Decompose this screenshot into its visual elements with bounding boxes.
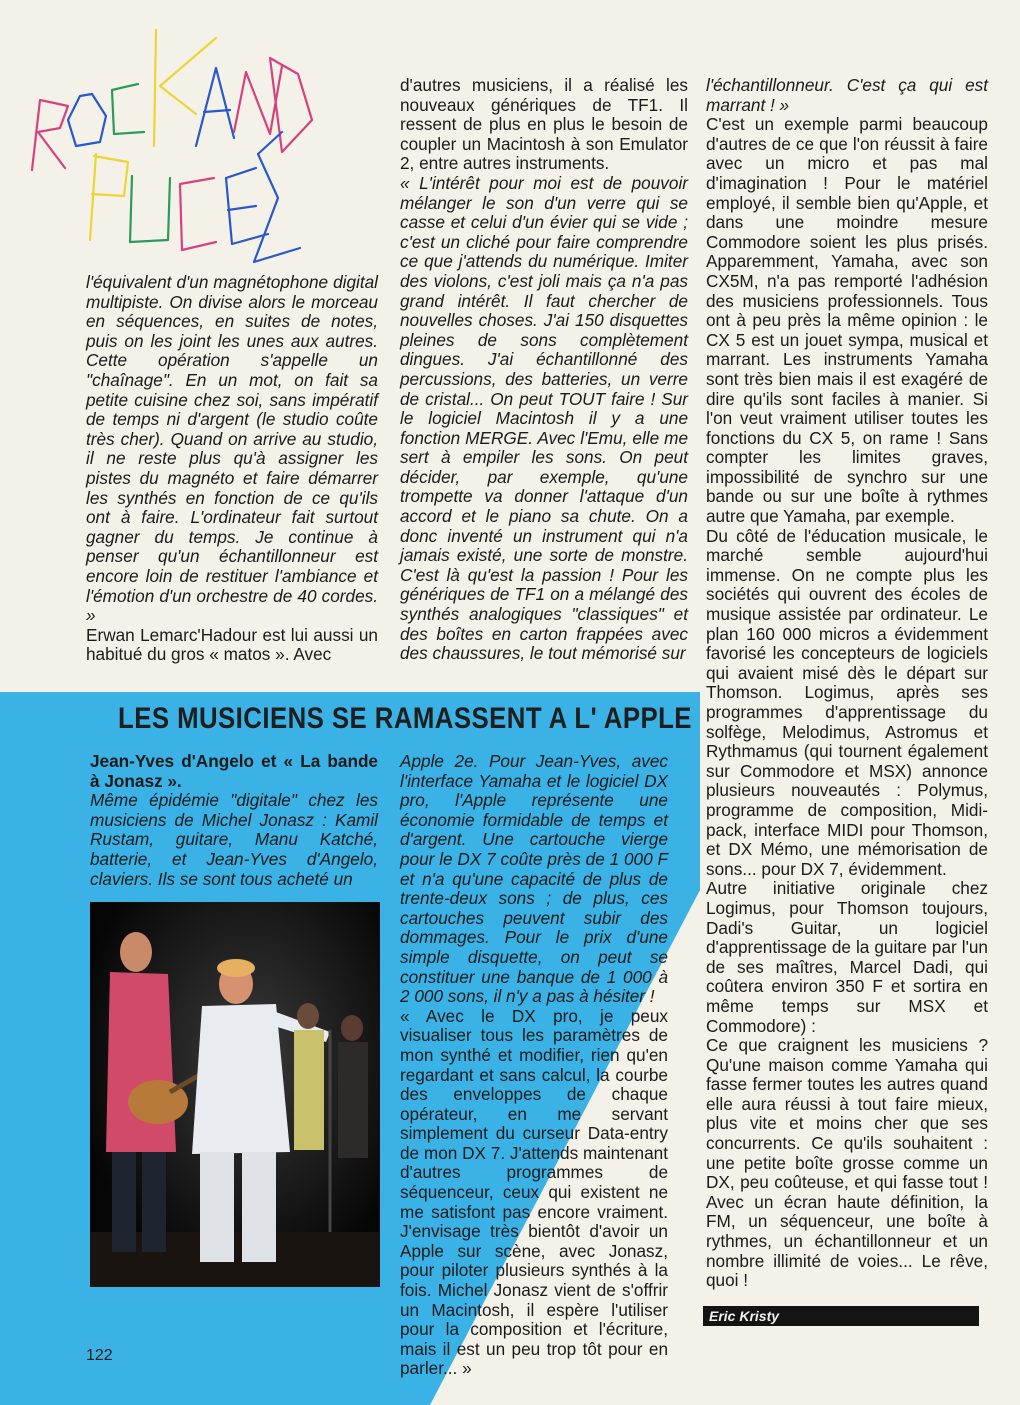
col2-paragraph-1: d'autres musiciens, il a réalisé les nouveaux génériques de TF1. Il ressent de plus en plus le besoin de coupler un Macintosh à son Emulator 2, entre autres instruments. — [400, 75, 688, 174]
column-5 — [400, 752, 668, 1379]
col1-paragraph-2: Erwan Lemarc'Hadour est lui aussi un habitué du gros « matos ». Avec — [86, 624, 378, 665]
concert-photo-graphic — [90, 902, 380, 1287]
rock-and-puces-logo — [20, 28, 320, 273]
column-1 — [86, 273, 378, 665]
col3-paragraph-5: Ce que craignent les musiciens ? Qu'une maison comme Yamaha qui fasse fermer toutes les autres quand elle aura réussi à tout faire mieux, plus vite et moins cher que ses concurrents. Ce qu'ils souhaitent : une petite boîte grosse comme un DX, peu coûteuse, et qui fasse tout ! Avec un écran haute définition, la FM, un séquenceur, une boîte à rythmes, un échantillonneur et un nombre illimité de voies... Le rêve, quoi ! — [706, 1035, 988, 1291]
col4-heading: Jean-Yves d'Angelo et « La bande à Jonasz ». — [90, 751, 378, 791]
col5-paragraph-1: Apple 2e. Pour Jean-Yves, avec l'interface Yamaha et le logiciel DX pro, l'Apple représente une économie formidable de temps et d'argent. Une cartouche vierge pour le DX 7 coûte près de 1 000 F et n'a qu'une capacité de plus de trente-deux sons ; de plus, ces cartouches peuvent subir des dommages. Pour le prix d'une simple disquette, on peut se constituer une banque de 1 000 à 2 000 sons, il n'y a pas à hésiter ! — [400, 751, 668, 1007]
col5-paragraph-2: « Avec le DX pro, je peux visualiser tous les paramètres de mon synthé et modifier, rien qu'en regardant et sans calcul, la courbe des enveloppes de chaque opérateur, en me servant simplement du curseur Data-entry de mon DX 7. J'attends maintenant d'autres programmes de séquenceur, ceux qui existent ne me satisfont pas encore vraiment. J'envisage très bientôt d'avoir un Apple sur scène, avec Jonasz, pour piloter plusieurs synthés à la fois. Michel Jonasz vient de s'offrir un Macintosh, il espère l'utiliser pour la composition et l'écriture, mais il est un peu trop tôt pour en parler... » — [400, 1005, 668, 1379]
col3-paragraph-3: Du côté de l'éducation musicale, le marché semble aujourd'hui immense. On ne compte plus les sociétés qui ouvrent des écoles de musique assistée par ordinateur. Le plan 160 000 micros a évidemment favorisé les concepteurs de logiciels qui avaient misé dès le départ sur Thomson. Logimus, après ses programmes d'apprentissage du solfège, Melodimus, Astromus et Rythmamus (qui tournent également sur Commodore et MSX) annonce plusieurs nouveautés : Polymus, programme de composition, Midi-pack, interface MIDI pour Thomson, et DX Mémo, une mémorisation de sons... pour DX 7, évidemment. — [706, 525, 988, 879]
col2-paragraph-2: « L'intérêt pour moi est de pouvoir mélanger le son d'un verre qui se casse et celui d'un évier qui se vide ; c'est un cliché pour faire comprendre ce que j'attends du numérique. Imiter des violons, c'est joli mais ça n'a pas grand intérêt. Il faut chercher de nouvelles choses. J'ai 150 disquettes pleines de sons complètement dingues. J'ai échantillonné des percussions, des batteries, un verre de cristal... On peut TOUT faire ! Sur le logiciel Macintosh il y a une fonction MERGE. Avec l'Emu, elle me sert à empiler les sons. On peut décider, par exemple, qu'une trompette va donner l'attaque d'un accord et le piano sa chute. On a donc inventé un instrument qui n'a jamais existé, une sorte de monstre. C'est là qu'est la passion ! Pour les génériques de TF1 on a mélangé des synthés analogiques "classiques" et des boîtes en carton frappées avec des chaussures, le tout mémorisé sur — [400, 172, 688, 664]
col3-paragraph-1: l'échantillonneur. C'est ça qui est marrant ! » — [706, 75, 988, 115]
col4-paragraph-1: Même épidémie "digitale" chez les musiciens de Michel Jonasz : Kamil Rustam, guitare, Manu Katché, batterie, et Jean-Yves d'Angelo, claviers. Ils se sont tous acheté un — [90, 790, 378, 889]
section-headline: LES MUSICIENS SE RAMASSENT A L' APPLE — [118, 702, 692, 735]
col1-paragraph-1: l'équivalent d'un magnétophone digital multipiste. On divise alors le morceau en séquences, en suites de notes, puis on les joint les unes aux autres. Cette opération s'appelle un "chaînage". En un mot, on fait sa petite cuisine chez soi, sans impératif de temps ni d'argent (le studio coûte très cher). Quand on arrive au studio, il ne reste plus qu'à assigner les pistes du magnéto et faire démarrer les synthés en fonction de ce qu'ils ont à faire. L'ordinateur fait surtout gagner du temps. Je continue à penser qu'un échantillonneur est encore loin de restituer l'ambiance et l'émotion d'un orchestre de 40 cordes. » — [86, 272, 378, 626]
page-number: 122 — [86, 1347, 113, 1364]
col3-paragraph-2: C'est un exemple parmi beaucoup d'autres de ce que l'on réussit à faire avec un micro et pas mal d'imagination ! Pour le matériel employé, il semble bien qu'Apple, et dans une moindre mesure Commodore soient les plus prisés. Apparemment, Yamaha, avec son CX5M, n'a pas remporté l'adhésion des musiciens professionnels. Tous ont à peu près la même opinion : le CX 5 est un jouet sympa, musical et marrant. Les instruments Yamaha sont très bien mais il est exagéré de dire qu'ils sont faciles à manier. Si l'on veut vraiment utiliser toutes les fonctions du CX 5, on rame ! Sans compter les limites graves, impossibilité de synchro sur une bande ou sur une boîte à rythmes autre que Yamaha, par exemple. — [706, 114, 988, 527]
author-signature: Eric Kristy — [703, 1306, 979, 1326]
column-4 — [90, 752, 378, 889]
col3-paragraph-4: Autre initiative originale chez Logimus, pour Thomson toujours, Dadi's Guitar, un logiciel d'apprentissage de la guitare par l'un de ses maîtres, Marcel Dadi, qui coûtera environ 350 F et sortira en même temps sur MSX et Commodore) : — [706, 878, 988, 1036]
column-3 — [706, 76, 988, 1291]
concert-photo — [90, 902, 380, 1287]
logo-graphic — [20, 28, 320, 273]
column-2 — [400, 76, 688, 664]
